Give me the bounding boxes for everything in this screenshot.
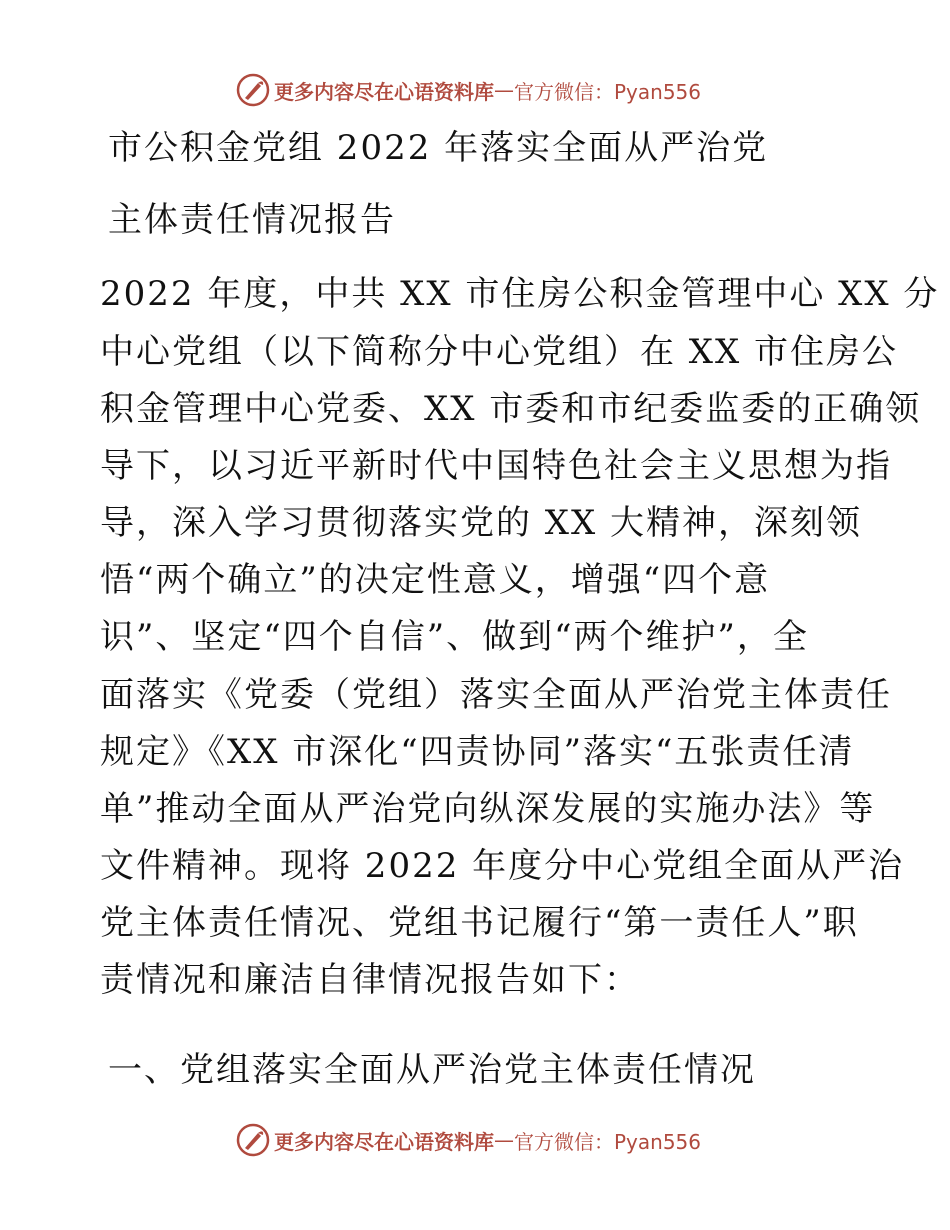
watermark-suffix: 官方微信：Pyan556: [514, 1129, 702, 1154]
watermark-dash: —: [494, 78, 514, 102]
watermark-suffix: 官方微信：Pyan556: [514, 79, 702, 104]
body-line: 识”、坚定“四个自信”、做到“两个维护”，全: [100, 617, 809, 657]
quill-logo-icon: [236, 73, 270, 107]
body-line: 2022 年度，中共 XX 市住房公积金管理中心 XX 分: [100, 274, 940, 314]
body-line: 单”推动全面从严治党向纵深发展的实施办法》等: [100, 789, 876, 829]
body-line: 积金管理中心党委、XX 市委和市纪委监委的正确领: [100, 389, 922, 429]
body-line: 文件精神。现将 2022 年度分中心党组全面从严治: [100, 846, 905, 886]
quill-logo-icon: [236, 1123, 270, 1157]
watermark-text: 更多内容尽在心语资料库: [274, 79, 494, 104]
document-title-line-2: 主体责任情况报告: [108, 200, 396, 240]
body-line: 导，深入学习贯彻落实党的 XX 大精神，深刻领: [100, 503, 863, 543]
body-line: 面落实《党委（党组）落实全面从严治党主体责任: [100, 675, 892, 715]
document-title-line-1: 市公积金党组 2022 年落实全面从严治党: [108, 128, 769, 168]
body-line: 责情况和廉洁自律情况报告如下：: [100, 960, 640, 1000]
body-line: 中心党组（以下简称分中心党组）在 XX 市住房公: [100, 332, 899, 372]
watermark-bottom: [236, 1122, 701, 1158]
body-line: 悟“两个确立”的决定性意义，增强“四个意: [100, 560, 771, 600]
body-line: 导下，以习近平新时代中国特色社会主义思想为指: [100, 446, 892, 486]
section-heading: 一、党组落实全面从严治党主体责任情况: [108, 1050, 756, 1090]
body-line: 规定》《XX 市深化“四责协同”落实“五张责任清: [100, 732, 855, 772]
watermark-dash: —: [494, 1128, 514, 1152]
watermark-text: 更多内容尽在心语资料库: [274, 1129, 494, 1154]
watermark-top: [236, 72, 701, 108]
body-line: 党主体责任情况、党组书记履行“第一责任人”职: [100, 903, 859, 943]
